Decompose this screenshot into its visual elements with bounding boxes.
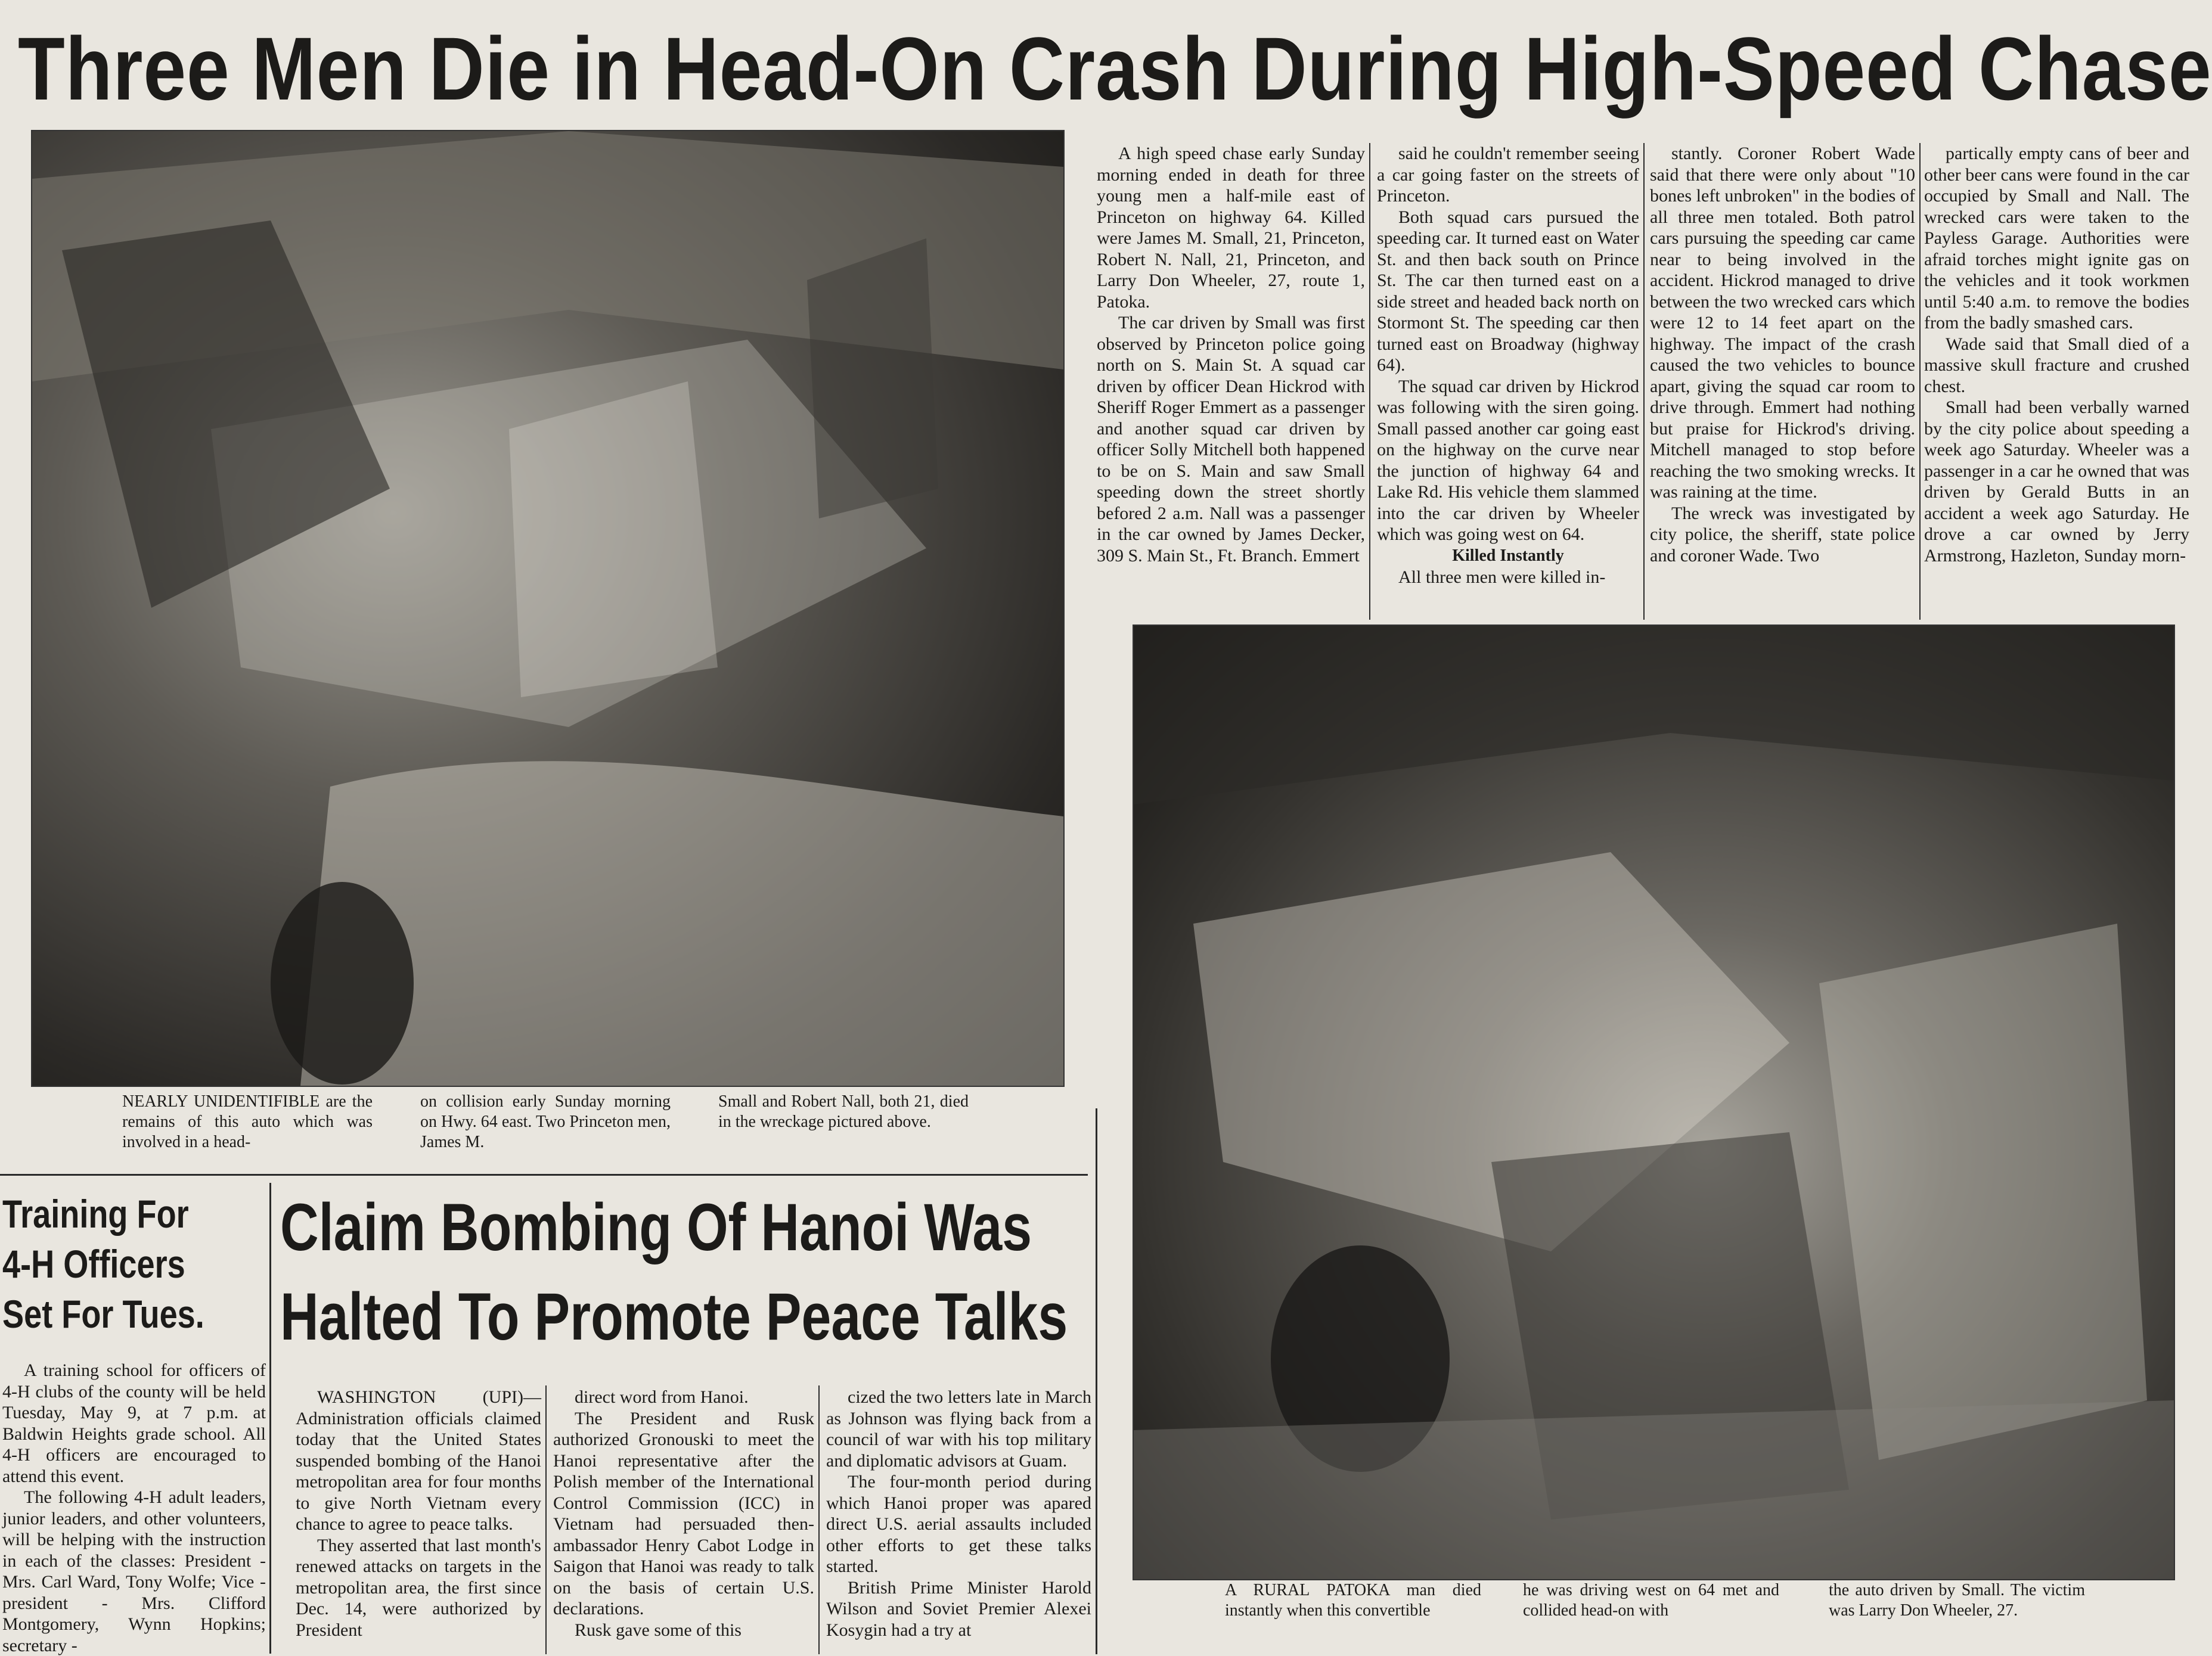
column-rule (1643, 143, 1645, 620)
story-paragraph: stantly. Coroner Robert Wade said that there were only about "10 bones left unbroken" in the bodies of all three men totaled. Both patrol cars pursuing the speeding car came near to being involved in the accident. Hickrod managed to drive between the two wrecked cars which were 12 to 14 feet apart on the highway. The impact of the crash caused the two vehicles to bounce apart, giving the squad car room to drive through. Emmert had nothing but praise for Hickrod's driving. Mitchell managed to stop before reaching the two smoking wrecks. It was raining at the time. (1650, 144, 1915, 502)
story-column-1 (1097, 143, 1365, 620)
story-paragraph: Rusk gave some of this (575, 1620, 742, 1640)
story-paragraph: The squad car driven by Hickrod was following with the siren going. Small passed another car going east on the highway on the curve near the junction of highway 64 and Lake Rd. His vehicle them slammed into the car driven by Wheeler which was going west on 64. (1377, 376, 1639, 544)
story-paragraph: Both squad cars pursued the speeding car. It turned east on Water St. and then back south on Prince St. The car then turned east on a side street and headed back north on Stormont St. The speeding car then turned east on Broadway (highway 64). (1377, 207, 1639, 375)
wreck-photo-1-art (32, 131, 1063, 1086)
wreck-photo-2-art (1134, 626, 2174, 1579)
column-rule (1919, 143, 1921, 620)
section-divider-vertical (269, 1183, 271, 1654)
main-headline: Three Men Die in Head-On Crash During High-Speed Chase (18, 18, 2212, 119)
training-headline-line: Set For Tues. (2, 1292, 204, 1336)
story-column-3 (1650, 143, 1915, 620)
story-column-2 (1377, 143, 1639, 620)
story-subhead: Killed Instantly (1452, 546, 1564, 565)
wreck-photo-1 (31, 130, 1065, 1087)
hanoi-headline-line: Claim Bombing Of Hanoi Was (280, 1190, 1032, 1264)
hanoi-column-2 (553, 1387, 814, 1654)
story-paragraph: said he couldn't remember seeing a car going faster on the streets of Princeton. (1377, 144, 1639, 206)
hanoi-headline-line: Halted To Promote Peace Talks (280, 1279, 1068, 1354)
story-paragraph: WASHINGTON (UPI)—Administration officials claimed today that the United States suspended bombing of the Hanoi metropolitan area for four months to give North Vietnam every chance to agree to peace talks. (296, 1387, 541, 1534)
story-paragraph: The car driven by Small was first observed by Princeton police going north on S. Main St. A squad car driven by officer Dean Hickrod with Sheriff Roger Emmert as a passenger and another squad car driven by officer Solly Mitchell both happened to be on S. Main and saw Small speeding down the street shortly befored 2 a.m. Nall was a passenger in the car owned by James Decker, 309 S. Main St., Ft. Branch. Emmert (1097, 313, 1365, 566)
photo-2-caption-col-1: A RURAL PATOKA man died instantly when this convertible (1225, 1581, 1481, 1620)
hanoi-column-1 (296, 1387, 541, 1654)
story-paragraph: The wreck was investigated by city police, the sheriff, state police and coroner Wade. Two (1650, 503, 1915, 566)
photo-1-caption-col-1: NEARLY UNIDENTIFIBLE are the remains of this auto which was involved in a head- (122, 1092, 373, 1151)
photo-1-caption-col-2: on collision early Sunday morning on Hwy. 64 east. Two Princeton men, James M. (420, 1092, 671, 1151)
column-rule (545, 1385, 547, 1654)
story-paragraph: partically empty cans of beer and other beer cans were found in the car occupied by Small and Nall. The wrecked cars were taken to the Payless Garage. Authorities were afraid torches might ignite gas on the vehicles and it took workmen until 5:40 a.m. to remove the bodies from the badly smashed cars. (1924, 144, 2189, 333)
training-headline-line: Training For (2, 1192, 189, 1236)
story-paragraph: The following 4-H adult leaders, junior leaders, and other volunteers, will be helping with the instruction in each of the classes: President - Mrs. Carl Ward, Tony Wolfe; Vice -president - Mrs. Clifford Montgomery, Wynn Hopkins; secretary - (2, 1487, 266, 1655)
training-headline (2, 1189, 265, 1344)
photo-1-caption-col-3: Small and Robert Nall, both 21, died in the wreckage pictured above. (718, 1092, 969, 1131)
story-paragraph: cized the two letters late in March as Johnson was flying back from a council of war with his top military and diplomatic advisors at Guam. (826, 1387, 1091, 1471)
hanoi-column-3 (826, 1387, 1091, 1654)
story-paragraph: British Prime Minister Harold Wilson and Soviet Premier Alexei Kosygin had a try at (826, 1577, 1091, 1640)
story-paragraph: The President and Rusk authorized Gronouski to meet the Hanoi representative after the Polish member of the International Control Commission (ICC) in Vietnam had persuaded then-ambassador Henry Cabot Lodge in Saigon that Hanoi was ready to talk on the basis of certain U.S. declarations. (553, 1408, 814, 1618)
column-rule (1369, 143, 1370, 620)
story-paragraph: The four-month period during which Hanoi proper was apared direct U.S. aerial assaults included other efforts to get these talks started. (826, 1472, 1091, 1576)
hanoi-headline (280, 1183, 1091, 1380)
story-paragraph: Small had been verbally warned by the city police about speeding a week ago Saturday. Wheeler was a passenger in a car he owned that was driven by Gerald Butts in an accident a week ago Saturday. He drove a car owned by Jerry Armstrong, Hazleton, Sunday morn- (1924, 397, 2189, 566)
photo-2-caption-col-2: he was driving west on 64 met and collided head-on with (1523, 1581, 1779, 1620)
wreck-photo-2 (1133, 625, 2175, 1580)
story-column-4 (1924, 143, 2189, 620)
column-rule (818, 1385, 820, 1654)
story-paragraph: direct word from Hanoi. (575, 1387, 749, 1407)
story-paragraph: A training school for officers of 4-H clubs of the county will be held Tuesday, May 9, at 7 p.m. at Baldwin Heights grade school. All 4-H officers are encouraged to attend this event. (2, 1360, 266, 1486)
story-paragraph: They asserted that last month's renewed attacks on targets in the metropolitan area, the first since Dec. 14, were authorized by President (296, 1535, 541, 1640)
section-divider (0, 1174, 1088, 1176)
section-divider-vertical (1096, 1108, 1097, 1654)
training-story (2, 1360, 266, 1654)
story-paragraph: Wade said that Small died of a massive skull fracture and crushed chest. (1924, 334, 2189, 396)
story-paragraph: A high speed chase early Sunday morning ended in death for three young men a half-mile east of Princeton on highway 64. Killed were James M. Small, 21, Princeton, Robert N. Nall, 21, Princeton, and Larry Don Wheeler, 27, route 1, Patoka. (1097, 144, 1365, 312)
story-paragraph: All three men were killed in- (1398, 567, 1606, 587)
training-headline-line: 4-H Officers (2, 1242, 185, 1286)
photo-2-caption-col-3: the auto driven by Small. The victim was Larry Don Wheeler, 27. (1829, 1581, 2085, 1620)
